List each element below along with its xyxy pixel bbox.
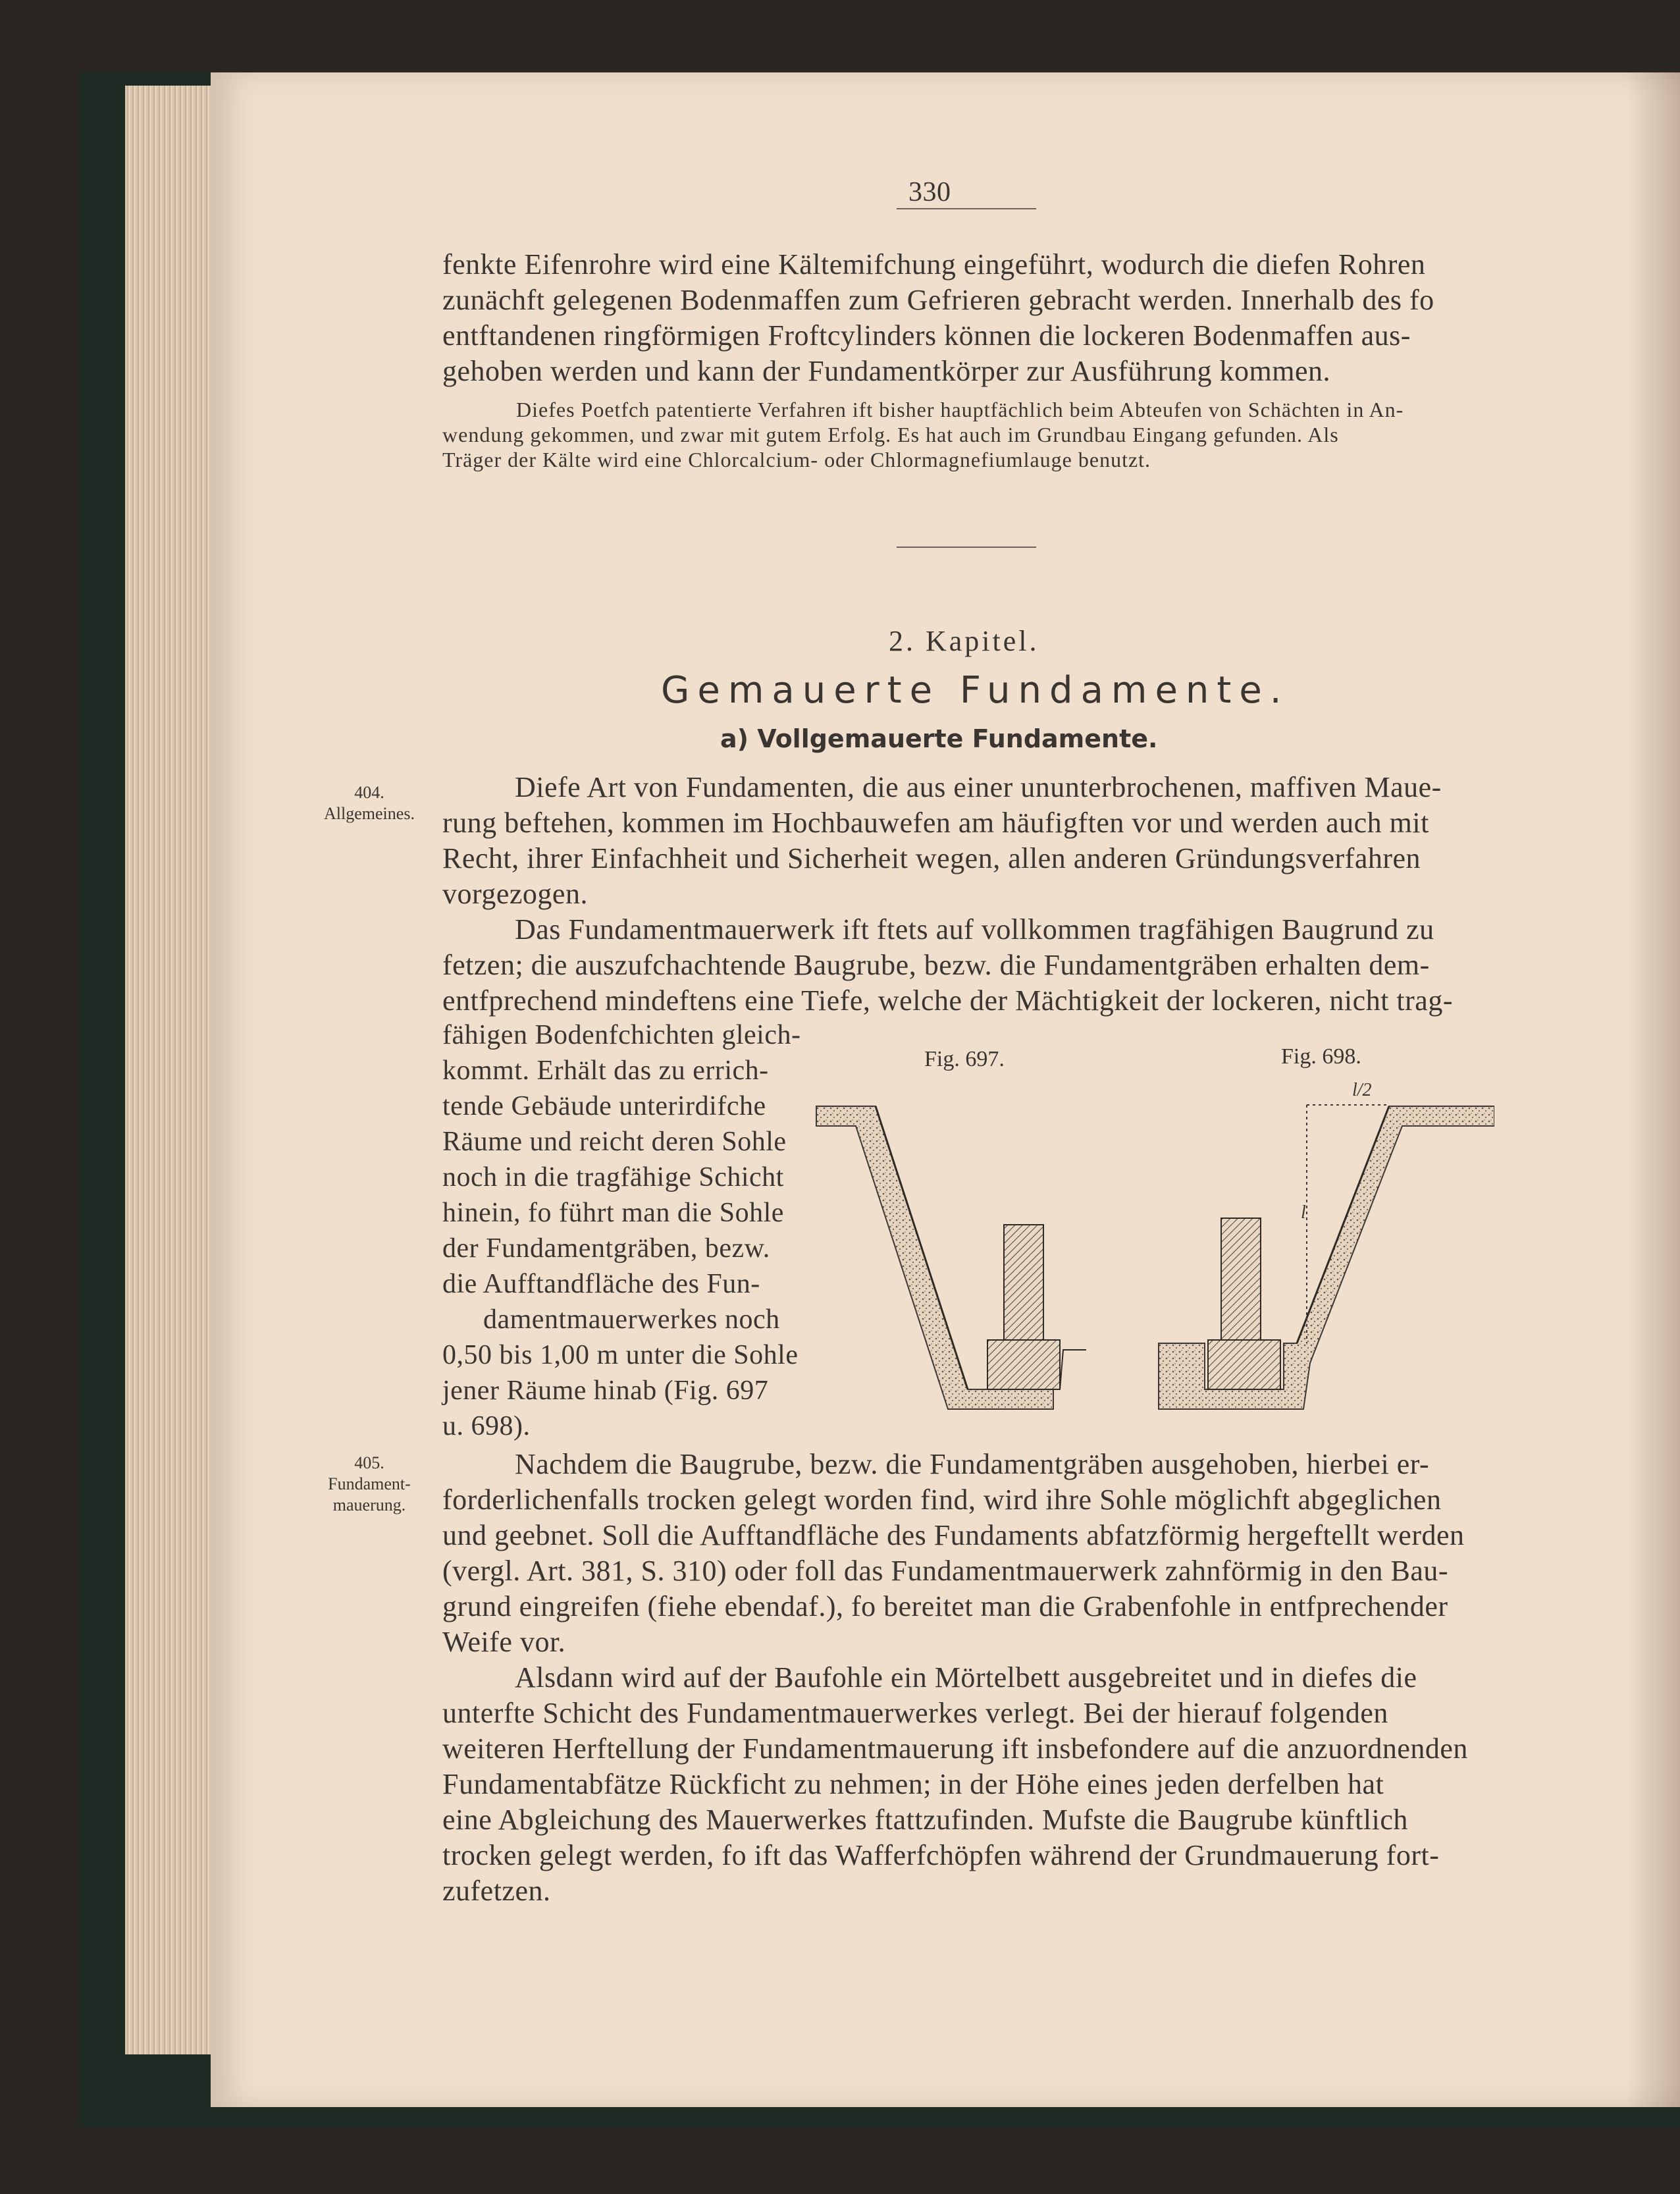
margin-note-405-label-2: mauerung.	[332, 1495, 406, 1514]
para3-line-6: Weife vor.	[442, 1626, 566, 1658]
header-rule	[897, 208, 1036, 209]
chapter-title: Gemauerte Fundamente.	[661, 669, 1290, 712]
footnote-line-3: Träger der Kälte wird eine Chlorcalcium- oder Chlormagnefiumlauge benutzt.	[442, 448, 1151, 471]
para3-line-4: (vergl. Art. 381, S. 310) oder foll das Fundamentmauerwerk zahnförmig in den Bau-	[442, 1555, 1449, 1587]
para1-line-4: vorgezogen.	[442, 878, 588, 910]
section-title: a) Vollgemauerte Fundamente.	[720, 724, 1158, 753]
para2-narrow-line-9: damentmauerwerkes noch	[483, 1304, 780, 1335]
footnote-line-1: Diefes Poetfch patentierte Verfahren ift bisher hauptfächlich beim Abteufen von Schächten in An-	[516, 398, 1404, 421]
fig-697-footing	[987, 1340, 1060, 1389]
para4-line-3: weiteren Herftellung der Fundamentmauerung ift insbefondere auf die anzuordnenden	[442, 1732, 1468, 1765]
para2-narrow-line-4: Räume und reicht deren Sohle	[442, 1127, 787, 1157]
para1-line-2: rung beftehen, kommen im Hochbauwefen am häufigften vor und werden auch mit	[442, 807, 1429, 839]
margin-note-404-label: Allgemeines.	[324, 804, 415, 823]
para4-line-7: zufetzen.	[442, 1875, 551, 1907]
margin-note-405-number: 405.	[354, 1453, 384, 1472]
para3-line-2: forderlichenfalls trocken gelegt worden find, wird ihre Sohle möglichft abgeglichen	[442, 1484, 1442, 1516]
page-gutter-shadow	[1626, 72, 1680, 2107]
fig-698-label: Fig. 698.	[1281, 1044, 1361, 1069]
para2-narrow-line-12: u. 698).	[442, 1411, 531, 1441]
fig-698-dim-half: l/2	[1352, 1080, 1372, 1100]
fig-698-dim-full: l	[1301, 1202, 1306, 1223]
para4-line-1: Alsdann wird auf der Baufohle ein Mörtelbett ausgebreitet und in diefes die	[515, 1661, 1417, 1694]
para1-line-3: Recht, ihrer Einfachheit und Sicherheit wegen, allen anderen Gründungsverfahren	[442, 842, 1421, 874]
para2-narrow-line-11: jener Räume hinab (Fig. 697	[442, 1376, 769, 1406]
para2-narrow-line-8: die Aufftandfläche des Fun-	[442, 1269, 760, 1299]
para2-line-1: Das Fundamentmauerwerk ift ftets auf vollkommen tragfähigen Baugrund zu	[515, 913, 1434, 946]
footnote-line-2: wendung gekommen, und zwar mit gutem Erfolg. Es hat auch im Grundbau Eingang gefunden. Als	[442, 423, 1339, 446]
fig-698-footing	[1208, 1340, 1280, 1389]
para2-narrow-line-1: fähigen Bodenfchichten gleich-	[442, 1020, 801, 1050]
para2-narrow-line-6: hinein, fo führt man die Sohle	[442, 1198, 784, 1228]
para2-line-2: fetzen; die auszufchachtende Baugrube, bezw. die Fundamentgräben erhalten dem-	[442, 949, 1430, 981]
para2-narrow-line-2: kommt. Erhält das zu errich-	[442, 1056, 769, 1086]
para2-narrow-line-7: der Fundamentgräben, bezw.	[442, 1233, 770, 1264]
fig-697-label: Fig. 697.	[924, 1047, 1005, 1071]
para4-line-5: eine Abgleichung des Mauerwerkes ftattzufinden. Mufste die Baugrube künftlich	[442, 1804, 1408, 1836]
para2-narrow-line-5: noch in die tragfähige Schicht	[442, 1162, 784, 1192]
intro-line-1: fenkte Eifenrohre wird eine Kältemifchung eingeführt, wodurch die diefen Rohren	[442, 248, 1426, 281]
para3-line-3: und geebnet. Soll die Aufftandfläche des Fundaments abfatzförmig hergeftellt werden	[442, 1519, 1465, 1551]
para3-line-1: Nachdem die Baugrube, bezw. die Fundamentgräben ausgehoben, hierbei er-	[515, 1448, 1430, 1480]
page-number: 330	[908, 177, 951, 207]
margin-note-404-number: 404.	[354, 783, 384, 802]
fig-697-698-drawing	[810, 1080, 1494, 1422]
para4-line-6: trocken gelegt werden, fo ift das Wafferfchöpfen während der Grundmauerung fort-	[442, 1839, 1440, 1871]
intro-line-4: gehoben werden und kann der Fundamentkörper zur Ausführung kommen.	[442, 355, 1331, 387]
intro-line-3: entftandenen ringförmigen Froftcylinders können die lockeren Bodenmaffen aus-	[442, 319, 1411, 352]
para4-line-4: Fundamentabfätze Rückficht zu nehmen; in der Höhe eines jeden derfelben hat	[442, 1768, 1384, 1800]
para3-line-5: grund eingreifen (fiehe ebendaf.), fo bereitet man die Grabenfohle in entfprechender	[442, 1590, 1448, 1622]
para1-line-1: Diefe Art von Fundamenten, die aus einer ununterbrochenen, maffiven Maue-	[515, 771, 1442, 803]
fig-698-wall	[1221, 1218, 1261, 1350]
para2-narrow-line-10: 0,50 bis 1,00 m unter die Sohle	[442, 1340, 799, 1370]
margin-note-405-label-1: Fundament-	[328, 1474, 411, 1493]
para2-narrow-line-3: tende Gebäude unterirdifche	[442, 1091, 766, 1121]
para4-line-2: unterfte Schicht des Fundamentmauerwerkes verlegt. Bei der hierauf folgenden	[442, 1697, 1388, 1729]
section-divider	[897, 547, 1036, 548]
para2-line-3: entfprechend mindeftens eine Tiefe, welche der Mächtigkeit der lockeren, nicht trag-	[442, 984, 1453, 1017]
intro-line-2: zunächft gelegenen Bodenmaffen zum Gefrieren gebracht werden. Innerhalb des fo	[442, 284, 1434, 316]
chapter-number: 2. Kapitel.	[889, 625, 1039, 657]
